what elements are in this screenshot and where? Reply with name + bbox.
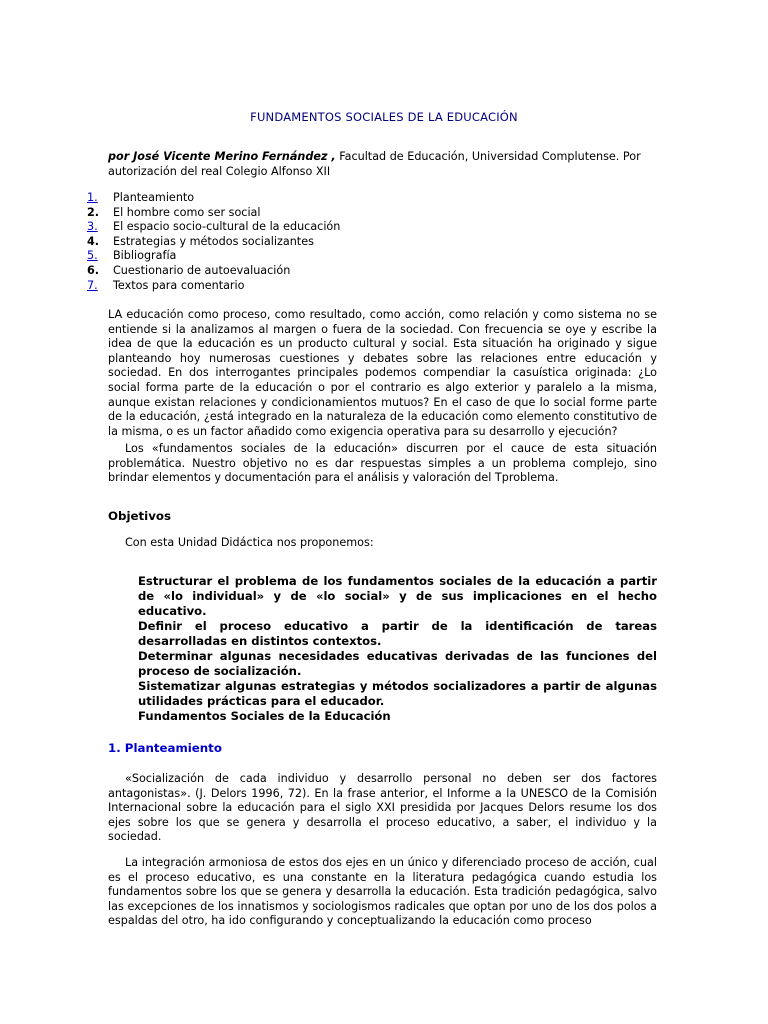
table-of-contents bbox=[87, 191, 487, 293]
objectives-list bbox=[138, 574, 657, 724]
toc-link-3[interactable]: 3. bbox=[87, 220, 98, 234]
objective-item: Fundamentos Sociales de la Educación bbox=[138, 709, 391, 723]
toc-item-3[interactable] bbox=[87, 220, 487, 235]
author-affiliation: Facultad de Educación, Universidad Complutense. Por autorización del real Colegio Alfonso XII bbox=[108, 150, 641, 178]
toc-label-4: Estrategias y métodos socializantes bbox=[113, 234, 314, 248]
intro-paragraph-1: LA educación como proceso, como resultado, como acción, como relación y como sistema no se entiende si la analizamos al margen o fuera de la sociedad. Con frecuencia se oye y escribe la idea de que la educación es un producto cultural y social. Esta situación ha originado y sigue planteando hoy numerosas cuestiones y debates sobre las relaciones entre educación y sociedad. En dos interrogantes principales podemos compendiar la casuística originada: ¿Lo social forma parte de la educación o por el contrario es algo exterior y paralelo a la misma, aunque existan relaciones y condicionamientos mutuos? En el caso de que lo social forme parte de la educación, ¿está integrado en la naturaleza de la educación como elemento constitutivo de la misma, o es un factor añadido como exigencia operativa para su desarrollo y ejecución? bbox=[108, 308, 657, 438]
toc-label-5: Bibliografía bbox=[113, 249, 177, 263]
toc-label-2: El hombre como ser social bbox=[113, 205, 261, 219]
section1-paragraph-2: La integración armoniosa de estos dos ejes en un único y diferenciado proceso de acción, cual es el proceso educativo, es una constante en la literatura pedagógica cuando estudia los fundamentos sobre los que se genera y desarrolla la educación. Esta tradición pedagógica, salvo las excepciones de los innatismos y sociologismos radicales que optan por uno de los dos polos a espaldas del otro, ha ido configurando y conceptualizando la educación como proceso bbox=[108, 856, 657, 928]
toc-label-6: Cuestionario de autoevaluación bbox=[113, 263, 291, 277]
toc-item-7[interactable] bbox=[87, 279, 487, 294]
toc-link-5[interactable]: 5. bbox=[87, 249, 98, 263]
objectives-heading: Objetivos bbox=[108, 509, 172, 523]
toc-item-1[interactable] bbox=[87, 191, 487, 206]
toc-label-1: Planteamiento bbox=[113, 191, 195, 204]
objective-item: Sistematizar algunas estrategias y métodos socializadores a partir de algunas utilidades prácticas para el educador. bbox=[138, 679, 657, 708]
toc-number-2: 2. bbox=[87, 205, 100, 219]
toc-link-1[interactable]: 1. bbox=[87, 191, 98, 204]
document-title: FUNDAMENTOS SOCIALES DE LA EDUCACIÓN bbox=[250, 110, 518, 124]
byline bbox=[108, 150, 688, 179]
toc-number-4: 4. bbox=[87, 234, 100, 248]
objective-item: Definir el proceso educativo a partir de la identificación de tareas desarrolladas en distintos contextos. bbox=[138, 619, 657, 648]
objectives-intro: Con esta Unidad Didáctica nos proponemos: bbox=[125, 536, 374, 549]
toc-number-6: 6. bbox=[87, 263, 100, 277]
objective-item: Estructurar el problema de los fundamentos sociales de la educación a partir de «lo individual» y de «lo social» y de sus implicaciones en el hecho educativo. bbox=[138, 574, 657, 618]
section-heading-planteamiento: 1. Planteamiento bbox=[108, 741, 222, 755]
objective-item: Determinar algunas necesidades educativas derivadas de las funciones del proceso de socialización. bbox=[138, 649, 657, 678]
toc-label-3: El espacio socio-cultural de la educación bbox=[113, 220, 341, 234]
author-name: por José Vicente Merino Fernández , bbox=[108, 150, 336, 163]
intro-paragraph-2: Los «fundamentos sociales de la educación» discurren por el cauce de esta situación problemática. Nuestro objetivo no es dar respuestas simples a un problema complejo, sino brindar elementos y documentación para el análisis y valoración del Tproblema. bbox=[108, 442, 657, 485]
toc-item-4 bbox=[87, 235, 487, 250]
toc-item-2 bbox=[87, 206, 487, 221]
toc-label-7: Textos para comentario bbox=[113, 278, 245, 292]
toc-link-7[interactable]: 7. bbox=[87, 278, 98, 292]
toc-item-5[interactable] bbox=[87, 249, 487, 264]
section1-paragraph-1: «Socialización de cada individuo y desarrollo personal no deben ser dos factores antagonistas». (J. Delors 1996, 72). En la frase anterior, el Informe a la UNESCO de la Comisión Internacional sobre la educación para el siglo XXI presidida por Jacques Delors resume los dos ejes sobre los que se genera y desarrolla el proceso educativo, a saber, el individuo y la sociedad. bbox=[108, 772, 657, 844]
toc-item-6 bbox=[87, 264, 487, 279]
